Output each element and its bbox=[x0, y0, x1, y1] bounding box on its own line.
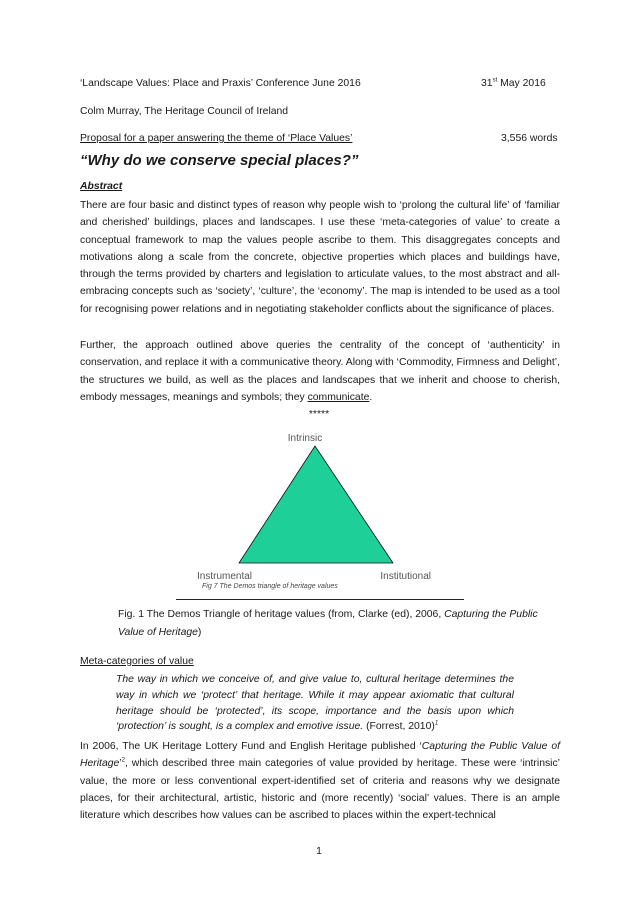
proposal-line: Proposal for a paper answering the theme of ‘Place Values’ bbox=[80, 133, 353, 144]
date-rest: May 2016 bbox=[497, 78, 546, 89]
quote-text: The way in which we conceive of, and give value to, cultural heritage determines the way in which we ‘protect’ that heritage. While it may appear axiomatic that cultural heritage should be ‘protected’, its scope, importance and the basis upon which ‘protection’ is sought, is a complex and emotive issue. bbox=[116, 674, 514, 733]
author-line: Colm Murray, The Heritage Council of Ireland bbox=[80, 106, 289, 117]
abstract-paragraph-1: There are four basic and distinct types of reason why people wish to ‘prolong the cultural life’ of ‘familiar and cherished’ buildings, places and landscapes. I use these ‘meta-categories of value’ to create a conceptual framework to map the values people ascribe to them. This disaggregates concepts and motivations along a scale from the concrete, objective properties which places and buildings have, through the terms provided by charters and legislation to articulate values, to the most abstract and all-embracing concepts such as ‘society’, ‘culture’, the ‘economy’. The map is intended to be used as a tool for recognising power relations and in negotiating stakeholder conflicts about the significance of places. bbox=[80, 200, 560, 315]
caption-title: Capturing the Public Value of Heritage bbox=[118, 609, 538, 638]
section-heading: Meta-categories of value bbox=[80, 656, 194, 667]
page-number: 1 bbox=[316, 846, 322, 857]
para2-text: Further, the approach outlined above queries the centrality of the concept of ‘authenticity’ in conservation, and replace it with a communicative theory. Along with ‘Commodity, Firmness and Delight’, the structures we build, as well as the places and landscapes that we inherit and choose to cherish, embody messages, meanings and symbols; they bbox=[80, 340, 560, 403]
footnote-ref-1[interactable]: 1 bbox=[434, 720, 439, 727]
block-quote bbox=[116, 672, 514, 735]
body-paragraph bbox=[80, 738, 560, 824]
demos-triangle-figure bbox=[195, 424, 431, 582]
quote-citation: (Forrest, 2010) bbox=[363, 721, 435, 733]
instrumental-label: Instrumental bbox=[197, 571, 253, 582]
figure-caption bbox=[118, 606, 538, 642]
communicate-link[interactable]: communicate bbox=[307, 391, 370, 403]
caption-end: ) bbox=[197, 627, 202, 638]
abstract-paragraph-2 bbox=[80, 337, 560, 406]
date-line bbox=[481, 78, 546, 89]
abstract-heading: Abstract bbox=[80, 181, 123, 192]
page-title: “Why do we conserve special places?” bbox=[80, 152, 359, 169]
section-separator: ***** bbox=[308, 409, 330, 420]
heritage-triangle bbox=[239, 446, 393, 563]
body-title: Capturing the Public Value of Heritage bbox=[80, 741, 561, 770]
conference-line: ‘Landscape Values: Place and Praxis’ Conference June 2016 bbox=[80, 78, 361, 89]
para2-end: . bbox=[369, 391, 373, 403]
intrinsic-label: Intrinsic bbox=[287, 433, 323, 444]
word-count: 3,556 words bbox=[501, 133, 558, 144]
caption-text: Fig. 1 The Demos Triangle of heritage values (from, Clarke (ed), 2006, bbox=[118, 609, 445, 620]
footnote-ref-2[interactable]: 2 bbox=[121, 757, 125, 764]
institutional-label: Institutional bbox=[380, 571, 431, 582]
date-suffix: st bbox=[492, 77, 498, 84]
figure-inner-caption: Fig 7 The Demos triangle of heritage values bbox=[202, 583, 338, 590]
body-text-start: In 2006, The UK Heritage Lottery Fund and English Heritage published ‘ bbox=[80, 741, 422, 752]
body-text-end: , which described three main categories of value provided by heritage. These were ‘intrinsic’ value, the more or less conventional expert-identified set of criteria and reasons why we designate places, for their architectural, artistic, historic and (more recently) ‘social’ values. There is an ample literature which describes how values can be ascribed to places within the expert-technical bbox=[80, 758, 560, 822]
caption-divider bbox=[176, 599, 464, 600]
date-day: 31 bbox=[481, 78, 493, 89]
body-quote-close: ’ bbox=[119, 758, 122, 770]
